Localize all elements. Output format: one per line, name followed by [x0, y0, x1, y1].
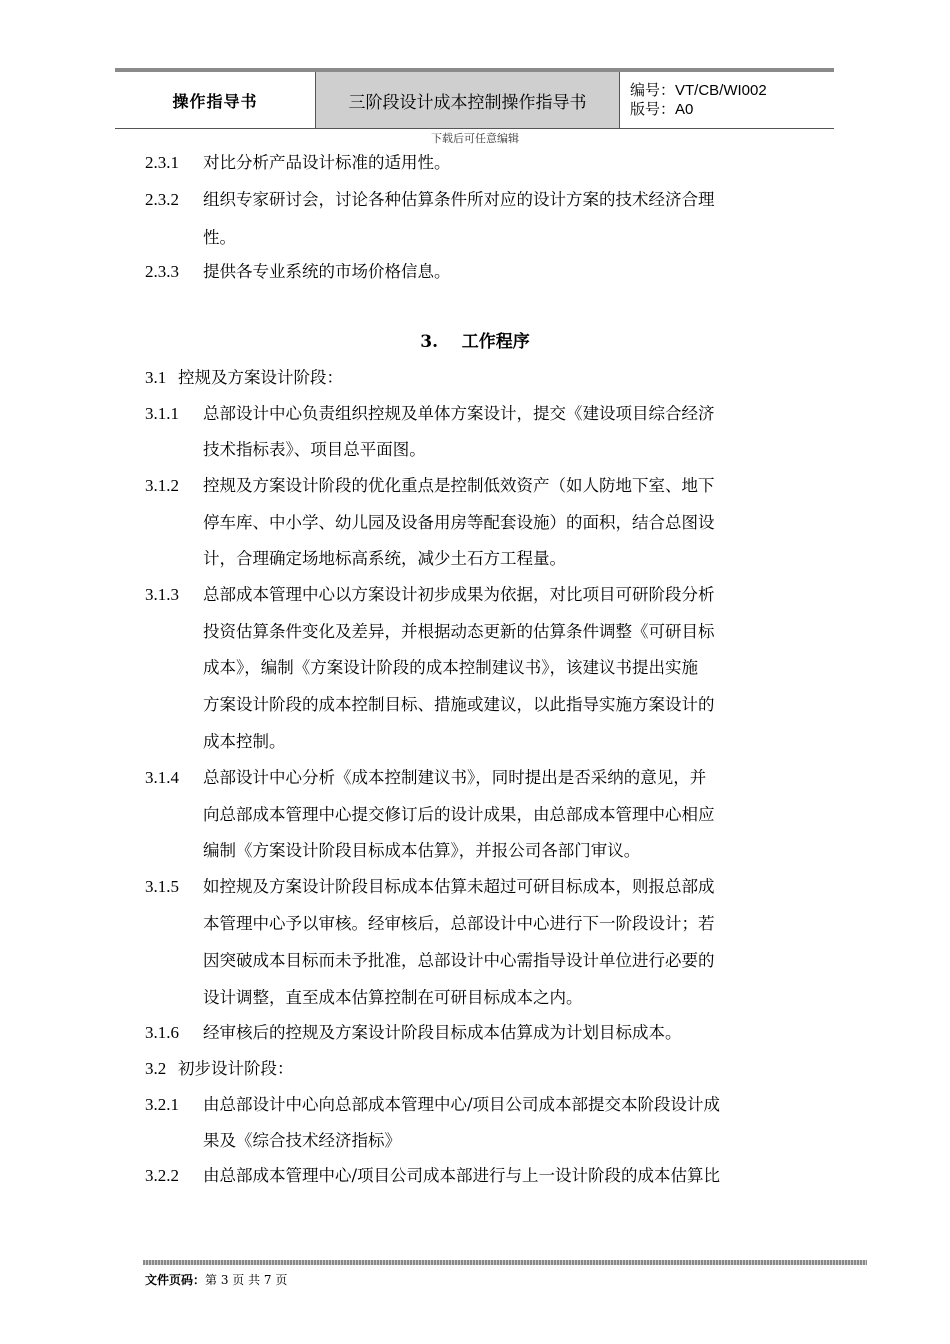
page-number: 第 3 页 共 7 页	[205, 1273, 288, 1287]
doc-title: 三阶段设计成本控制操作指导书	[315, 72, 620, 128]
item-number: 2.3.2	[145, 190, 179, 209]
item-text-continued: 停车库、中小学、幼儿园及设备用房等配套设施）的面积，结合总图设	[203, 513, 715, 532]
subsection-number: 3.2	[145, 1059, 167, 1078]
item-text-continued: 编制《方案设计阶段目标成本估算》，并报公司各部门审议。	[203, 841, 641, 860]
item-text-continued: 技术指标表》、项目总平面图。	[203, 440, 426, 459]
document-header	[115, 72, 834, 129]
item-number: 3.1.4	[145, 768, 179, 787]
item-text: 对比分析产品设计标准的适用性。	[203, 153, 451, 172]
item-text: 如控规及方案设计阶段目标成本估算未超过可研目标成本，则报总部成	[203, 877, 715, 896]
item-text: 总部成本管理中心以方案设计初步成果为依据，对比项目可研阶段分析	[203, 585, 715, 604]
doc-version: 版号：A0	[630, 101, 694, 118]
footer-label: 文件页码：	[145, 1273, 206, 1287]
section-number: 3.	[420, 332, 439, 352]
doc-meta	[620, 72, 834, 128]
item-text-continued: 性。	[203, 228, 236, 247]
section-heading	[0, 331, 950, 353]
item-text-continued: 投资估算条件变化及差异，并根据动态更新的估算条件调整《可研目标	[203, 622, 715, 641]
item-number: 3.1.1	[145, 404, 179, 423]
item-text: 总部设计中心分析《成本控制建议书》，同时提出是否采纳的意见，并	[203, 768, 707, 787]
item-text: 总部设计中心负责组织控规及单体方案设计，提交《建设项目综合经济	[203, 404, 715, 423]
item-text: 控规及方案设计阶段的优化重点是控制低效资产（如人防地下室、地下	[203, 476, 715, 495]
item-text-continued: 方案设计阶段的成本控制目标、措施或建议，以此指导实施方案设计的	[203, 695, 715, 714]
item-number: 3.1.2	[145, 476, 179, 495]
footer-rule	[143, 1260, 867, 1265]
item-text-continued: 因突破成本目标而未予批准，总部设计中心需指导设计单位进行必要的	[203, 951, 715, 970]
item-text-continued: 设计调整，直至成本估算控制在可研目标成本之内。	[203, 988, 583, 1007]
item-text-continued: 成本控制。	[203, 732, 286, 751]
item-text: 由总部设计中心向总部成本管理中心/项目公司成本部提交本阶段设计成	[203, 1095, 721, 1114]
item-text: 由总部成本管理中心/项目公司成本部进行与上一设计阶段的成本估算比	[203, 1166, 721, 1185]
item-text: 提供各专业系统的市场价格信息。	[203, 262, 451, 281]
subsection-number: 3.1	[145, 368, 167, 387]
item-text-continued: 向总部成本管理中心提交修订后的设计成果，由总部成本管理中心相应	[203, 805, 715, 824]
item-text-continued: 果及《综合技术经济指标》	[203, 1131, 401, 1150]
subsection-title: 初步设计阶段：	[178, 1059, 294, 1078]
item-number: 3.2.2	[145, 1166, 179, 1185]
item-number: 2.3.1	[145, 153, 179, 172]
item-text-continued: 本管理中心予以审核。经审核后，总部设计中心进行下一阶段设计；若	[203, 914, 715, 933]
doc-type: 操作指导书	[172, 91, 258, 111]
item-text: 组织专家研讨会，讨论各种估算条件所对应的设计方案的技术经济合理	[203, 190, 715, 209]
item-text-continued: 计，合理确定场地标高系统，减少土石方工程量。	[203, 549, 566, 568]
item-text: 经审核后的控规及方案设计阶段目标成本估算成为计划目标成本。	[203, 1023, 682, 1042]
item-number: 3.2.1	[145, 1095, 179, 1114]
item-number: 3.1.5	[145, 877, 179, 896]
item-number: 3.1.6	[145, 1023, 179, 1042]
page-footer	[145, 1272, 287, 1288]
doc-code: 编号：VT/CB/WI002	[630, 82, 767, 99]
item-number: 3.1.3	[145, 585, 179, 604]
item-number: 2.3.3	[145, 262, 179, 281]
subsection-title: 控规及方案设计阶段：	[178, 368, 343, 387]
section-title: 工作程序	[461, 332, 530, 352]
watermark: 下载后可任意编辑	[431, 132, 519, 145]
item-text-continued: 成本》，编制《方案设计阶段的成本控制建议书》，该建议书提出实施	[203, 658, 698, 677]
